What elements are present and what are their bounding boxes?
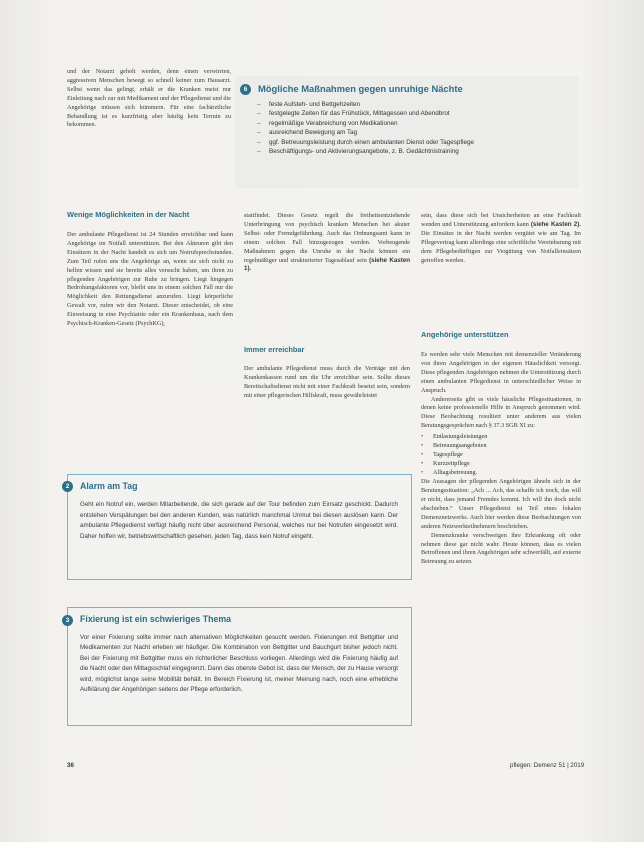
info-box-measures: [235, 76, 578, 188]
magazine-footer: pflegen: Demenz 51 | 2019: [510, 762, 585, 769]
list-item: – ggf. Betreuungsleistung durch einen ambulanten Dienst oder Tagespflege: [257, 138, 572, 147]
section-heading: Angehörige unterstützen: [421, 330, 509, 339]
paragraph: stattfindet. Dieses Gesetz regelt die freiheitsentziehende Unterbringung von psychisch kranken Menschen bei akuter Selbst- oder Fremdgefährdung. Auch das Ordnungsamt kann in einem solchen Fall hinzugezogen werden. Vorbeugende Maßnahmen gegen die Unruhe in der Nacht können ein regelmäßiger und strukturierter Tagesablauf sein (siehe Kasten 1).: [244, 212, 411, 273]
list-item: – Beschäftigungs- und Aktivierungsangebote, z. B. Gedächtnistraining: [257, 147, 572, 156]
intro-paragraph: und der Notarzt geholt werden, denn einen verwirrten, aggressiven Menschen bewegt so schnell keiner zum Hausarzt. Selbst wenn das gelingt, erhält er die Kranken meist nur Einleitung nach zur mit Medikament und der Pflegedienst und die Angehörige müssen sich kümmern. Für eine fachärztliche Behandlung ist es kurzfristig aber häufig kein Termin zu bekommen.: [67, 68, 231, 129]
list-item: • Tagespflege: [421, 450, 581, 459]
box-text: Vor einer Fixierung sollte immer nach alternativen Möglichkeiten gesucht werden. Fixierungen mit Bettgitter und Medikamenten zur Nacht erleben wir häufiger. Die Kombination von Bettgitter und Bauchgurt bisher jedoch nicht. Bei der Fixierung mit Bettgitter muss ein richterlicher Beschluss vorliegen. Allerdings wird die Fixierung häufig auf die Nacht oder den Mittagsschlaf eingegrenzt. Dann das oberste Gebot ist, dass der Mensch, der zu Hause versorgt wird, möglichst lange seine Mobilität behält. Im Bereich Fixierung ist, meiner Meinung nach, noch eine erhebliche Aufklärung der Angehörigen seitens der Pflege erforderlich.: [80, 634, 398, 694]
box-reference: (siehe Kasten 1).: [244, 256, 411, 273]
section-heading: Immer erreichbar: [244, 345, 305, 354]
paragraph: Der ambulante Pflegedienst ist 24 Stunden erreichbar und kann Angehörige im Notfall unterstützen. Bei den Akteuren gibt den Einsätzen in der Nacht handelt es sich um Notrufsprechstunden. Zum Teil rufen uns die Angehörige an, wenn sie sich nicht zu helfen wissen und sie bereits alles versucht haben, um ihren zu pflegenden Angehörigen zur Ruhe zu bringen. Liegt hingegen Bedrohungsfaktoren vor, bleibt uns in einem solchen Fall nur die Möglichkeit den Rettungsdienst anzurufen. Liegt körperliche Gewalt vor, rufen wir den Notarzt. Dieser entscheidet, ob eine Einweisung in eine Psychiatrie oder ein Krankenhaus, nach dem Psychisch-Kranken-Gesetz (PsychKG),: [67, 231, 233, 328]
box-title: Fixierung ist ein schwieriges Thema: [80, 614, 232, 624]
paragraph: Es werden sehr viele Menschen mit demenzieller Veränderung von ihren Angehörigen in der eigenen Häuslichkeit versorgt. Diese pflegenden Angehörigen nehmen die Unterstützung durch einen ambulanten Pflegedienst in unterschiedlicher Weise in Anspruch.: [421, 351, 581, 394]
section-text: [67, 231, 233, 329]
box-text: Geht ein Notruf ein, werden Mitarbeitende, die sich gerade auf der Tour befinden zum Einsatz geschickt. Dadurch entstehen Verspätungen bei den anderen Kunden, was natürlich manchmal Unmut bei diesen auslösen kann. Der ambulante Pflegedienst verfügt häufig nicht über ausreichend Personal, welches nur bei Notrufen eingesetzt wird. Daher hoffen wir, betriebswirtschaftlich gesehen, jeden Tag, dass kein Notruf eingeht.: [80, 501, 398, 541]
list-item: – ausreichend Bewegung am Tag: [257, 128, 572, 137]
box-title: Mögliche Maßnahmen gegen unruhige Nächte: [258, 83, 463, 94]
bullet-list: [421, 432, 581, 477]
paragraph: Die Aussagen der pflegenden Angehörigen ähneln sich in der Beratungssituation: „Ach ... Ach, das schaffe ich noch, das will er nicht, dass jemand Fremdes kommt. Ich will ihn doch nicht abschieben.“ Unser Pflegedienst ist Teil eines lokalen Demenznetzwerks. Auch hier werden diese Beobachtungen von anderen Netzwerkteilnehmern beschrieben.: [421, 478, 581, 530]
paragraph: Demenzkranke verschweigen ihre Erkrankung oft oder nehmen diese gar nicht wahr. Heute können, dass es vielen Betroffenen und ihren Angehörigen sehr schwerfällt, auf externe Betreuung zu setzen.: [421, 531, 581, 566]
intro-text: [67, 68, 231, 130]
list-item: • Entlastungsleistungen: [421, 432, 581, 441]
paragraph: sein, dass diese sich bei Unsicherheiten an eine Fachkraft wenden und Unterstützung anfordern kann (siehe Kasten 2). Die Einsätze in der Nacht werden vergütet wie am Tag. Im Pflegevertrag kann allerdings eine schriftliche Vereinbarung mit dem Pflegebedürftigen zur Vergütung von Notfalleinsätzen getroffen werden.: [421, 212, 582, 264]
measures-list: [257, 100, 572, 156]
box-number-badge: 6: [240, 84, 251, 95]
list-item: – feste Aufsteh- und Bettgehzeiten: [257, 100, 572, 109]
section-heading: Wenige Möglichkeiten in der Nacht: [67, 210, 190, 219]
column-text: [421, 212, 581, 265]
list-item: • Kurzzeitpflege: [421, 459, 581, 468]
list-item: • Alltagsbetreuung.: [421, 468, 581, 477]
box-reference: (siehe Kasten 2).: [530, 220, 582, 228]
list-item: – regelmäßige Verabreichung von Medikationen: [257, 119, 572, 128]
paragraph: Andererseits gibt es viele häusliche Pflegesituationen, in denen keine professionelle Hilfe in Anspruch genommen wird. Diese Beobachtung resultiert unter anderem aus vielen Beratungsgesprächen nach § 37.3 SGB XI zu:: [421, 395, 581, 430]
section-text: [244, 365, 410, 401]
section-text: [421, 351, 581, 567]
page-number: 36: [67, 762, 74, 769]
info-box-fixation: [67, 607, 412, 726]
box-title: Alarm am Tag: [80, 481, 138, 491]
box-number-badge: 3: [62, 615, 73, 626]
column-text: [244, 212, 410, 274]
paragraph: Der ambulante Pflegedienst muss durch die Verträge mit den Krankenkassen rund um die Uhr erreichbar sein. Sollte dieses Bereitschaftsdienst nicht mit einer Fachkraft besetzt sein, sondern mit einer pflegerischen Hilfskraft, muss gewährleistet: [244, 365, 410, 399]
box-number-badge: 2: [62, 481, 73, 492]
info-box-alarm: [67, 474, 412, 580]
list-item: – festgelegte Zeiten für das Frühstück, Mittagessen und Abendbrot: [257, 109, 572, 118]
list-item: • Betreuungsangeboten: [421, 441, 581, 450]
